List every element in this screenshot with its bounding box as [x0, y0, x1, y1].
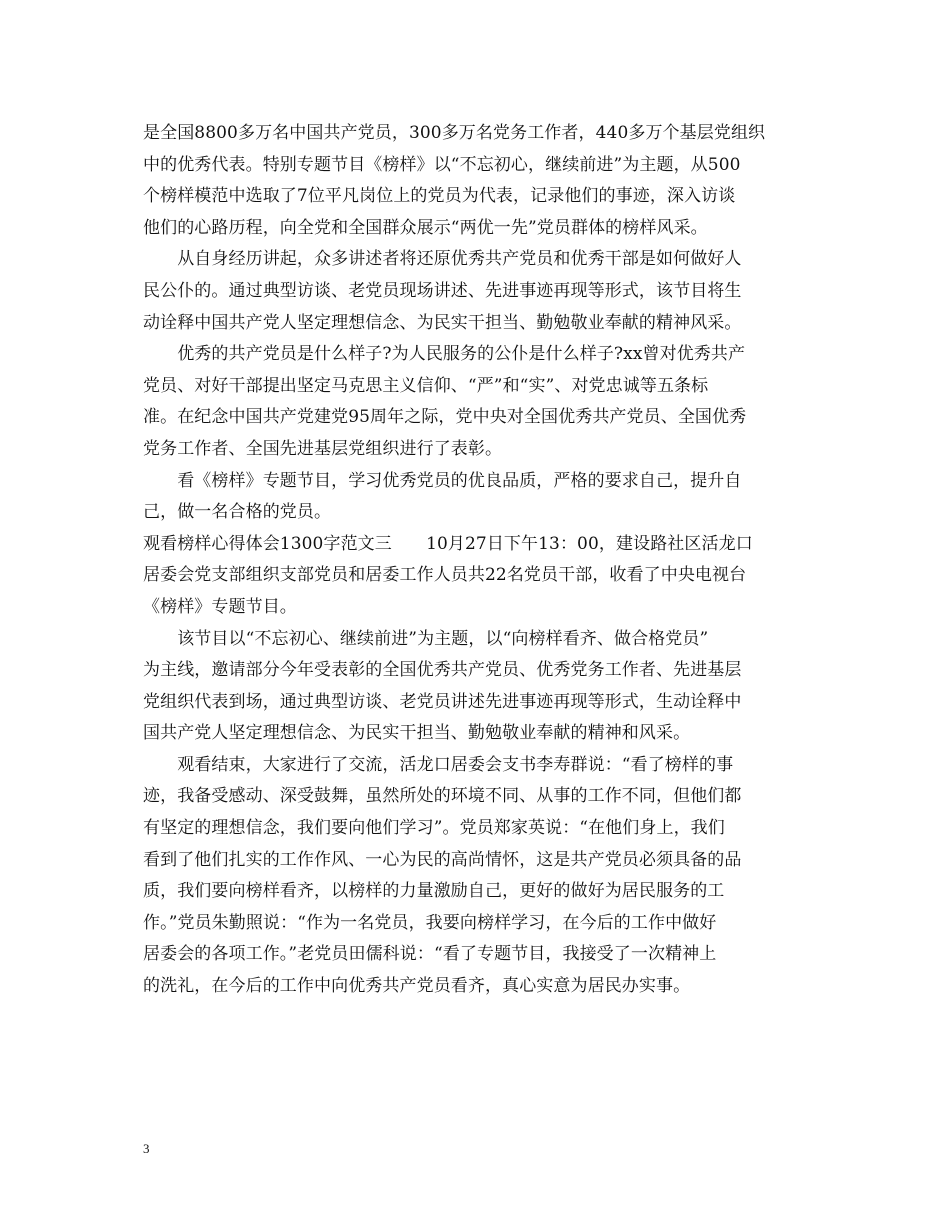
text-line: 从自身经历讲起，众多讲述者将还原优秀共产党员和优秀干部是如何做好人: [143, 249, 742, 270]
section-heading-line: 观看榜样心得体会1300字范文三 10月27日下午13：00，建设路社区活龙口: [143, 533, 753, 554]
text-line: 的洗礼，在今后的工作中向优秀共产党员看齐，真心实意为居民办实事。: [143, 976, 691, 997]
text-line: 中的优秀代表。特别专题节目《榜样》以“不忘初心，继续前进”为主题，从500: [143, 154, 741, 175]
page-number: 3: [143, 1141, 150, 1156]
text-line: 作。”党员朱勤照说：“作为一名党员，我要向榜样学习，在今后的工作中做好: [143, 912, 717, 933]
text-line: 党员、对好干部提出坚定马克思主义信仰、“严”和“实”、对党忠诚等五条标: [143, 375, 709, 396]
text-line: 国共产党人坚定理想信念、为民实干担当、勤勉敬业奉献的精神和风采。: [143, 723, 691, 744]
text-line: 己，做一名合格的党员。: [143, 502, 332, 523]
text-line: 党组织代表到场，通过典型访谈、老党员讲述先进事迹再现等形式，生动诠释中: [143, 691, 742, 712]
text-line: 该节目以“不忘初心、继续前进”为主题，以“向榜样看齐、做合格党员”: [143, 628, 709, 649]
text-line: 民公仆的。通过典型访谈、老党员现场讲述、先进事迹再现等形式，该节目将生: [143, 280, 742, 301]
text-line: 质，我们要向榜样看齐，以榜样的力量激励自己，更好的做好为居民服务的工: [143, 881, 725, 902]
text-line: 居委会的各项工作。”老党员田儒科说：“看了专题节目，我接受了一次精神上: [143, 944, 717, 965]
text-line: 他们的心路历程，向全党和全国群众展示“两优一先”党员群体的榜样风采。: [143, 217, 708, 238]
text-line: 党务工作者、全国先进基层党组织进行了表彰。: [143, 438, 503, 459]
text-line: 《榜样》专题节目。: [143, 596, 297, 617]
document-body: [143, 118, 811, 1003]
text-line: 观看结束，大家进行了交流，活龙口居委会支书李寿群说：“看了榜样的事: [143, 754, 734, 775]
text-line: 迹，我备受感动、深受鼓舞，虽然所处的环境不同、从事的工作不同，但他们都: [143, 786, 742, 807]
text-line: 有坚定的理想信念，我们要向他们学习”。党员郑家英说：“在他们身上，我们: [143, 818, 725, 839]
text-line: 为主线，邀请部分今年受表彰的全国优秀共产党员、优秀党务工作者、先进基层: [143, 660, 742, 681]
text-line: 准。在纪念中国共产党建党95周年之际，党中央对全国优秀共产党员、全国优秀: [143, 407, 747, 428]
text-line: 是全国8800多万名中国共产党员，300多万名党务工作者，440多万个基层党组织: [143, 123, 766, 143]
text-line: 看《榜样》专题节目，学习优秀党员的优良品质，严格的要求自己，提升自: [143, 470, 742, 491]
text-line: 居委会党支部组织支部党员和居委工作人员共22名党员干部，收看了中央电视台: [143, 565, 747, 586]
text-line: 看到了他们扎实的工作作风、一心为民的高尚情怀，这是共产党员必须具备的品: [143, 849, 742, 870]
text-line: 动诠释中国共产党人坚定理想信念、为民实干担当、勤勉敬业奉献的精神风采。: [143, 312, 742, 333]
text-line: 个榜样模范中选取了7位平凡岗位上的党员为代表，记录他们的事迹，深入访谈: [143, 186, 736, 207]
text-line: 优秀的共产党员是什么样子?为人民服务的公仆是什么样子?xx曾对优秀共产: [143, 344, 746, 365]
